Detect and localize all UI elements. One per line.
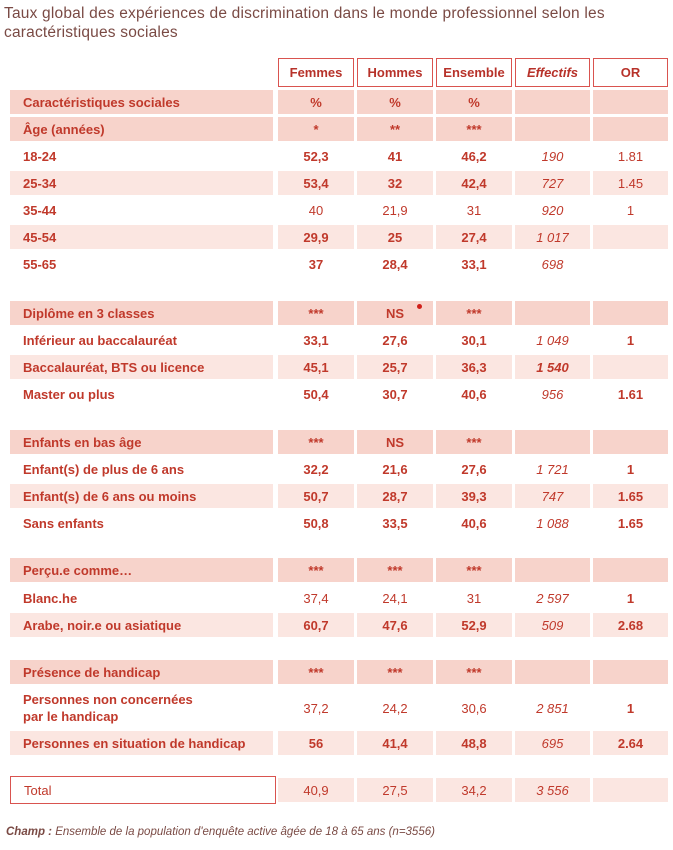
- row-label: 45-54: [10, 225, 273, 249]
- section-header-percu: [0, 558, 673, 582]
- cell-femmes: 60,7: [278, 613, 354, 637]
- cell-effectifs: [515, 301, 590, 325]
- cell-femmes: 50,4: [303, 386, 329, 402]
- cell-femmes: 56: [278, 731, 354, 755]
- cell-hommes: ***: [357, 558, 433, 582]
- cell-or: [593, 660, 668, 684]
- cell-or: 1.65: [617, 515, 644, 531]
- cell-or: 2.64: [593, 731, 668, 755]
- section-label: Enfants en bas âge: [10, 430, 273, 454]
- row-label: 18-24: [23, 148, 57, 164]
- cell-ensemble: 27,6: [461, 461, 487, 477]
- row-label: 55-65: [23, 256, 57, 272]
- cell-ensemble: ***: [436, 558, 512, 582]
- cell-femmes: 52,3: [303, 148, 329, 164]
- cell-femmes: 45,1: [278, 355, 354, 379]
- section-header-handicap: [0, 660, 673, 684]
- cell-ensemble: ***: [436, 660, 512, 684]
- cell-or: 1.61: [617, 386, 644, 402]
- row-label: 25-34: [10, 171, 273, 195]
- cell-effectifs: 3 556: [515, 778, 590, 802]
- cell-femmes: ***: [278, 430, 354, 454]
- cell-or: [593, 225, 668, 249]
- cell-effectifs: 190: [541, 148, 564, 164]
- cell-effectifs: 727: [515, 171, 590, 195]
- cell-femmes: 50,8: [303, 515, 329, 531]
- cell-ensemble: 40,6: [461, 386, 487, 402]
- cell-effectifs: 2 851: [536, 700, 569, 716]
- cell-femmes: *: [278, 117, 354, 141]
- marker-dot: [417, 304, 422, 309]
- cell-effectifs: 698: [541, 256, 564, 272]
- row-label: [10, 687, 273, 729]
- cell-hommes: 28,7: [357, 484, 433, 508]
- table-row: [0, 382, 673, 406]
- cell-or: 1: [626, 332, 635, 348]
- table-row: [0, 328, 673, 352]
- cell-femmes: 40,9: [278, 778, 354, 802]
- header-femmes: Femmes: [278, 58, 354, 87]
- cell-ensemble: %: [436, 90, 512, 114]
- total-row: [0, 778, 673, 802]
- header-hommes: Hommes: [357, 58, 433, 87]
- row-label: 35-44: [23, 202, 57, 218]
- section-label: Présence de handicap: [10, 660, 273, 684]
- cell-or: 1: [626, 202, 635, 218]
- table-row: [0, 144, 673, 168]
- cell-ensemble: 48,8: [436, 731, 512, 755]
- cell-effectifs: [515, 430, 590, 454]
- section-header-diplome: [0, 301, 673, 325]
- row-label: Enfant(s) de 6 ans ou moins: [10, 484, 273, 508]
- cell-hommes: 30,7: [382, 386, 408, 402]
- cell-effectifs: [515, 117, 590, 141]
- table-title: Taux global des expériences de discrimination dans le monde professionnel selon les caractéristiques sociales: [4, 5, 605, 41]
- cell-hommes: 25: [357, 225, 433, 249]
- table-row: [0, 198, 673, 222]
- cell-hommes: %: [357, 90, 433, 114]
- header-or: OR: [593, 58, 668, 87]
- row-label: Master ou plus: [23, 386, 115, 402]
- cell-femmes: 50,7: [278, 484, 354, 508]
- cell-femmes: 37: [308, 256, 324, 272]
- cell-ensemble: 46,2: [461, 148, 487, 164]
- cell-hommes: 25,7: [357, 355, 433, 379]
- cell-effectifs: 1 049: [536, 332, 569, 348]
- section-label: Âge (années): [10, 117, 273, 141]
- cell-effectifs: 2 597: [536, 590, 569, 606]
- cell-hommes: 24,2: [382, 700, 408, 716]
- cell-femmes: 53,4: [278, 171, 354, 195]
- footnote: [6, 826, 435, 838]
- cell-ensemble: 33,1: [461, 256, 487, 272]
- cell-or: 1.65: [593, 484, 668, 508]
- cell-or: [593, 117, 668, 141]
- cell-or: 1: [626, 590, 635, 606]
- cell-ensemble: ***: [436, 430, 512, 454]
- row-label: Baccalauréat, BTS ou licence: [10, 355, 273, 379]
- table-row: [0, 511, 673, 535]
- cell-ensemble: 34,2: [436, 778, 512, 802]
- cell-femmes: 37,2: [303, 700, 329, 716]
- cell-or: 1: [626, 700, 635, 716]
- row-label: Inférieur au baccalauréat: [23, 332, 177, 348]
- cell-hommes: 33,5: [382, 515, 408, 531]
- cell-effectifs: 1 721: [536, 461, 569, 477]
- cell-ensemble: ***: [436, 117, 512, 141]
- cell-hommes: 28,4: [382, 256, 408, 272]
- footnote-text: Ensemble de la population d'enquête active âgée de 18 à 65 ans (n=3556): [52, 826, 435, 838]
- cell-ensemble: 36,3: [436, 355, 512, 379]
- table-row: [0, 731, 673, 755]
- cell-effectifs: 747: [515, 484, 590, 508]
- row-label: Blanc.he: [23, 590, 78, 606]
- cell-hommes: ***: [357, 660, 433, 684]
- cell-hommes: **: [357, 117, 433, 141]
- cell-femmes: ***: [278, 558, 354, 582]
- cell-effectifs: 1 540: [515, 355, 590, 379]
- cell-hommes: NS: [357, 430, 433, 454]
- cell-effectifs: [515, 558, 590, 582]
- cell-ensemble: 30,6: [461, 700, 487, 716]
- header-ensemble: Ensemble: [436, 58, 512, 87]
- cell-ensemble: 40,6: [461, 515, 487, 531]
- cell-hommes: 24,1: [382, 590, 408, 606]
- cell-femmes: ***: [278, 660, 354, 684]
- cell-femmes: 29,9: [278, 225, 354, 249]
- cell-hommes: 41: [387, 148, 403, 164]
- cell-hommes: 27,6: [382, 332, 408, 348]
- table-row: [0, 457, 673, 481]
- table-row: [0, 687, 673, 729]
- cell-effectifs: 956: [541, 386, 564, 402]
- cell-or: 1.81: [617, 148, 644, 164]
- cell-femmes: %: [278, 90, 354, 114]
- cell-ensemble: 31: [466, 202, 482, 218]
- table-row: [0, 225, 673, 249]
- row-label: Arabe, noir.e ou asiatique: [10, 613, 273, 637]
- cell-or: [593, 558, 668, 582]
- header-effectifs: Effectifs: [515, 58, 590, 87]
- cell-or: [593, 778, 668, 802]
- cell-hommes: 47,6: [357, 613, 433, 637]
- cell-effectifs: [515, 660, 590, 684]
- cell-effectifs: 920: [541, 202, 564, 218]
- total-label: Total: [10, 776, 276, 804]
- cell-or: [593, 355, 668, 379]
- cell-femmes: ***: [278, 301, 354, 325]
- section-label: Diplôme en 3 classes: [10, 301, 273, 325]
- table-row: [0, 586, 673, 610]
- cell-femmes: 32,2: [303, 461, 329, 477]
- row-label-line1: Personnes non concernées: [23, 692, 193, 707]
- cell-or: [593, 252, 668, 276]
- row-label: Personnes en situation de handicap: [10, 731, 273, 755]
- row-label: Enfant(s) de plus de 6 ans: [23, 461, 185, 477]
- row-label-line2: par le handicap: [23, 709, 119, 724]
- cell-ensemble: 30,1: [461, 332, 487, 348]
- units-row: [0, 90, 673, 114]
- cell-ensemble: 39,3: [436, 484, 512, 508]
- footnote-label: Champ :: [6, 826, 52, 838]
- cell-hommes: NS: [357, 301, 433, 325]
- cell-femmes: 40: [308, 202, 324, 218]
- cell-ensemble: ***: [436, 301, 512, 325]
- section-header-age: [0, 117, 673, 141]
- table-row: [0, 613, 673, 637]
- row-label: Sans enfants: [23, 515, 104, 531]
- row-label: Caractéristiques sociales: [10, 90, 273, 114]
- cell-or: 2.68: [593, 613, 668, 637]
- cell-effectifs: [515, 90, 590, 114]
- section-label: Perçu.e comme…: [10, 558, 273, 582]
- cell-or: [593, 90, 668, 114]
- cell-hommes: 21,6: [382, 461, 408, 477]
- table-row: [0, 484, 673, 508]
- cell-hommes: 32: [357, 171, 433, 195]
- cell-ensemble: 42,4: [436, 171, 512, 195]
- cell-femmes: 37,4: [303, 590, 329, 606]
- cell-effectifs: 695: [515, 731, 590, 755]
- cell-effectifs: 1 088: [536, 515, 569, 531]
- table-row: [0, 171, 673, 195]
- cell-hommes: 41,4: [357, 731, 433, 755]
- cell-effectifs: 509: [515, 613, 590, 637]
- table-row: [0, 252, 673, 276]
- table-row: [0, 355, 673, 379]
- cell-ensemble: 27,4: [436, 225, 512, 249]
- cell-hommes: 21,9: [382, 202, 408, 218]
- cell-femmes: 33,1: [303, 332, 329, 348]
- cell-or: 1: [626, 461, 635, 477]
- cell-ensemble: 52,9: [436, 613, 512, 637]
- cell-or: [593, 430, 668, 454]
- cell-effectifs: 1 017: [515, 225, 590, 249]
- section-header-enfants: [0, 430, 673, 454]
- cell-or: [593, 301, 668, 325]
- cell-hommes: 27,5: [357, 778, 433, 802]
- cell-or: 1.45: [593, 171, 668, 195]
- cell-ensemble: 31: [466, 590, 482, 606]
